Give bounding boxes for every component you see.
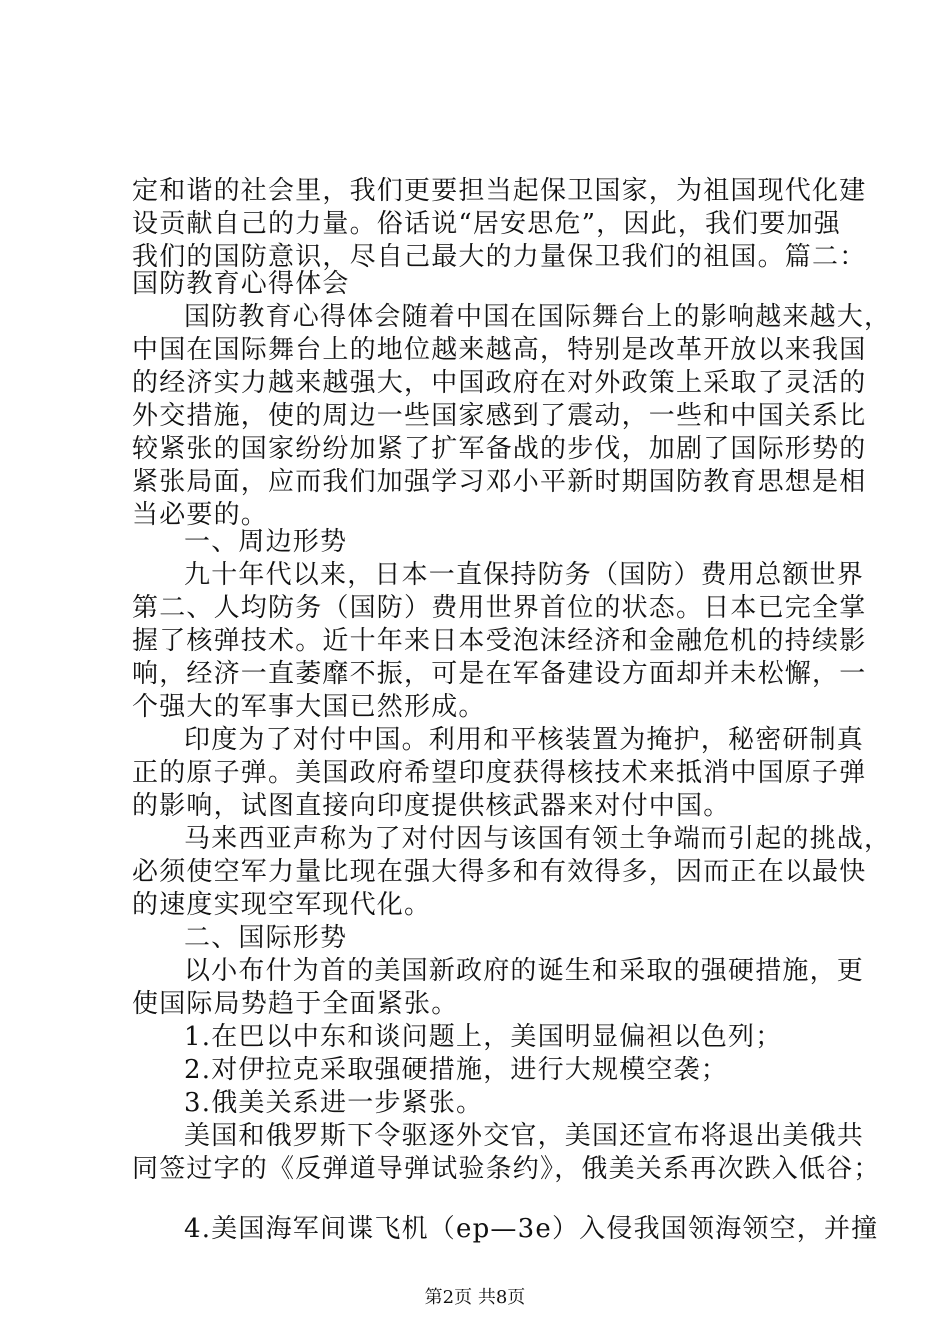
list-item: 3.俄美关系进一步紧张。 [184,1088,484,1118]
text-line: 个强大的军事大国已然形成。 [132,692,486,722]
page-number-footer: 第2页 共8页 [424,1287,526,1308]
text-line: 当必要的。 [132,500,269,530]
section-heading: 二、国际形势 [184,923,348,953]
text-line: 美国和俄罗斯下令驱逐外交官，美国还宣布将退出美俄共 [184,1121,865,1151]
text-line: 紧张局面，应而我们加强学习邓小平新时期国防教育思想是相 [132,467,867,497]
text-line: 握了核弹技术。近十年来日本受泡沫经济和金融危机的持续影 [132,626,867,656]
text-line: 设贡献自己的力量。俗话说“居安思危”，因此，我们要加强 [132,209,841,239]
list-item: 2.对伊拉克采取强硬措施，进行大规模空袭； [184,1055,729,1085]
text-line: 定和谐的社会里，我们更要担当起保卫国家，为祖国现代化建 [132,176,867,206]
text-line: 的经济实力越来越强大，中国政府在对外政策上采取了灵活的 [132,368,867,398]
text-line: 我们的国防意识，尽自己最大的力量保卫我们的祖国。篇二： [132,242,867,272]
text-line: 国防教育心得体会随着中国在国际舞台上的影响越来越大， [184,302,892,332]
text-line: 马来西亚声称为了对付因与该国有领土争端而引起的挑战， [184,824,892,854]
text-line: 的影响，试图直接向印度提供核武器来对付中国。 [132,791,731,821]
text-line: 以小布什为首的美国新政府的诞生和采取的强硬措施，更 [184,956,865,986]
section-heading: 一、周边形势 [184,527,348,557]
section-heading: 国防教育心得体会 [132,269,350,299]
text-line: 使国际局势趋于全面紧张。 [132,989,459,1019]
text-line: 第二、人均防务（国防）费用世界首位的状态。日本已完全掌 [132,593,867,623]
text-line: 必须使空军力量比现在强大得多和有效得多，因而正在以最快 [132,857,867,887]
list-item: 1.在巴以中东和谈问题上，美国明显偏袒以色列； [184,1022,783,1052]
text-line: 印度为了对付中国。利用和平核装置为掩护，秘密研制真 [184,725,865,755]
list-item: 4.美国海军间谍飞机（ep—3e）入侵我国领海领空，并撞 [184,1214,879,1244]
text-line: 的速度实现空军现代化。 [132,890,432,920]
text-line: 九十年代以来，日本一直保持防务（国防）费用总额世界 [184,560,865,590]
text-line: 同签过字的《反弹道导弹试验条约》，俄美关系再次跌入低谷； [132,1154,881,1184]
text-line: 外交措施，使的周边一些国家感到了震动，一些和中国关系比 [132,401,867,431]
text-line: 中国在国际舞台上的地位越来越高，特别是改革开放以来我国 [132,335,867,365]
text-line: 响，经济一直萎靡不振，可是在军备建设方面却并未松懈，一 [132,659,867,689]
text-line: 正的原子弹。美国政府希望印度获得核技术来抵消中国原子弹 [132,758,867,788]
text-line: 较紧张的国家纷纷加紧了扩军备战的步伐，加剧了国际形势的 [132,434,867,464]
